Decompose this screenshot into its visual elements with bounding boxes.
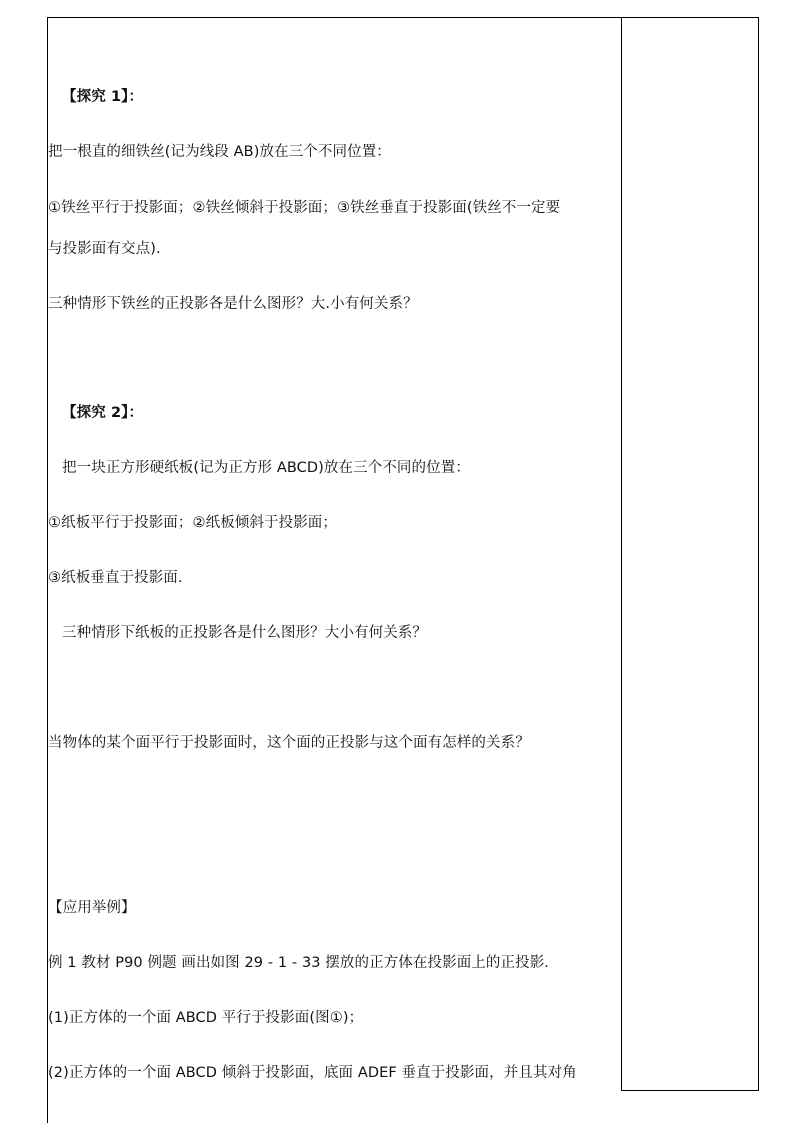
table-column-divider	[621, 17, 622, 1091]
explore2-question: 三种情形下纸板的正投影各是什么图形？大小有何关系？	[62, 625, 427, 641]
explore2-cases-line1: ①纸板平行于投影面；②纸板倾斜于投影面；	[48, 515, 337, 531]
explore1-cases-line1: ①铁丝平行于投影面；②铁丝倾斜于投影面；③铁丝垂直于投影面(铁丝不一定要	[48, 200, 561, 216]
example1-statement: 例 1 教材 P90 例题 画出如图 29 - 1 - 33 摆放的正方体在投影面上的正投影.	[48, 955, 550, 971]
table-right-border	[758, 17, 759, 1091]
application-heading: 【应用举例】	[48, 900, 136, 916]
explore2-heading: 【探究 2】：	[62, 405, 144, 421]
example1-part2: (2)正方体的一个面 ABCD 倾斜于投影面，底面 ADEF 垂直于投影面，并且其对角	[48, 1065, 577, 1081]
explore1-cases-line2: 与投影面有交点).	[48, 241, 161, 257]
example1-part1: (1)正方体的一个面 ABCD 平行于投影面(图①)；	[48, 1010, 364, 1026]
explore2-cases-line2: ③纸板垂直于投影面.	[48, 570, 183, 586]
parallel-face-question: 当物体的某个面平行于投影面时，这个面的正投影与这个面有怎样的关系？	[48, 735, 530, 751]
table-top-border	[47, 17, 759, 18]
explore1-question: 三种情形下铁丝的正投影各是什么图形？大.小有何关系？	[48, 296, 418, 312]
explore1-heading: 【探究 1】：	[62, 89, 144, 105]
explore1-intro: 把一根直的细铁丝(记为线段 AB)放在三个不同位置：	[48, 144, 391, 160]
notes-column-bottom-border	[621, 1090, 758, 1091]
explore2-intro: 把一块正方形硬纸板(记为正方形 ABCD)放在三个不同的位置：	[62, 460, 470, 476]
